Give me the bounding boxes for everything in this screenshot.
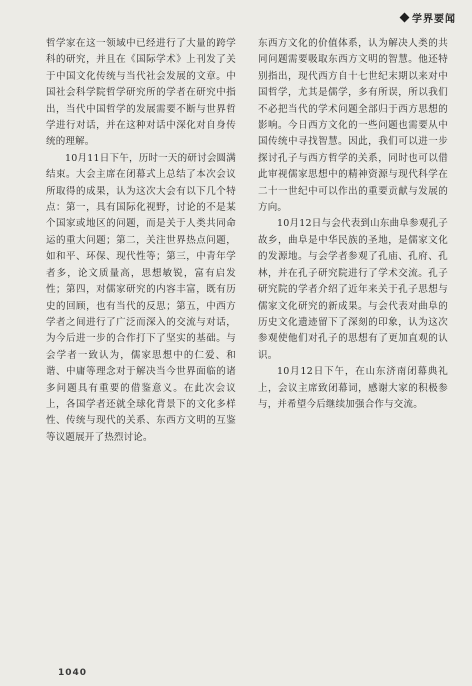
paragraph: 10月11日下午，历时一天的研讨会圆满结束。大会主席在闭幕式上总结了本次会议所取得的成果，认为这次大会有以下几个特点：第一，具有国际化视野，讨论的不是某个国家或地区的问题，而是关于人类共同命运的重大问题；第二，关注世界热点问题，如和平、环保、现代性等；第三，中青年学者多，论文质量高，思想敏锐，富有启发性；第四，对儒家研究的内容丰富，既有历史的回顾，也有当代的反思；第五，中西方学者之间进行了广泛而深入的交流与对话，为今后进一步的合作打下了坚实的基础。与会学者一致认为，儒家思想中的仁爱、和谐、中庸等理念对于解决当今世界面临的诸多问题具有重要的借鉴意义。在此次会议上，各国学者还就全球化背景下的文化多样性、传统与现代的关系、东西方文明的互鉴等议题展开了热烈讨论。 <box>46 152 236 443</box>
paragraph: 10月12日与会代表到山东曲阜参观孔子故乡，曲阜是中华民族的圣地，是儒家文化的发源地。与会学者参观了孔庙、孔府、孔林，并在孔子研究院进行了学术交流。孔子研究院的学者介绍了近年来关于孔子思想与儒家文化研究的新成果。与会代表对曲阜的历史文化遗迹留下了深刻的印象，认为这次参观使他们对孔子的思想有了更加直观的认识。 <box>258 218 448 361</box>
paragraph: 哲学家在这一领域中已经进行了大量的跨学科的研究，并且在《国际学术》上刊发了关于中国文化传统与当代社会发展的文章。中国社会科学院哲学研究所的学者在研究中指出，当代中国哲学的发展需要不断与世界哲学进行对话，并在这种对话中深化对自身传统的理解。 <box>46 38 236 148</box>
section-title: 学界要闻 <box>412 13 456 25</box>
left-column <box>46 36 236 636</box>
diamond-icon <box>400 12 410 22</box>
section-header <box>368 8 456 26</box>
right-column <box>258 36 448 636</box>
paragraph: 10月12日下午，在山东济南闭幕典礼上，会议主席致闭幕词，感谢大家的积极参与，并希望今后继续加强合作与交流。 <box>258 366 448 410</box>
paragraph: 东西方文化的价值体系，认为解决人类的共同问题需要吸取东西方文明的智慧。他还特别指出，现代西方自十七世纪末期以来对中国哲学，尤其是儒学，多有所误，所以我们不必把当代的学术问题全部归于西方思想的影响。今日西方文化的一些问题也需要从中国传统中寻找智慧。因此，我们可以进一步探讨孔子与西方哲学的关系，同时也可以借此审视儒家思想中的精神资源与现代科学在二十一世纪中可以作出的重要贡献与发展的方向。 <box>258 38 448 214</box>
page-number: 1040 <box>58 668 88 678</box>
